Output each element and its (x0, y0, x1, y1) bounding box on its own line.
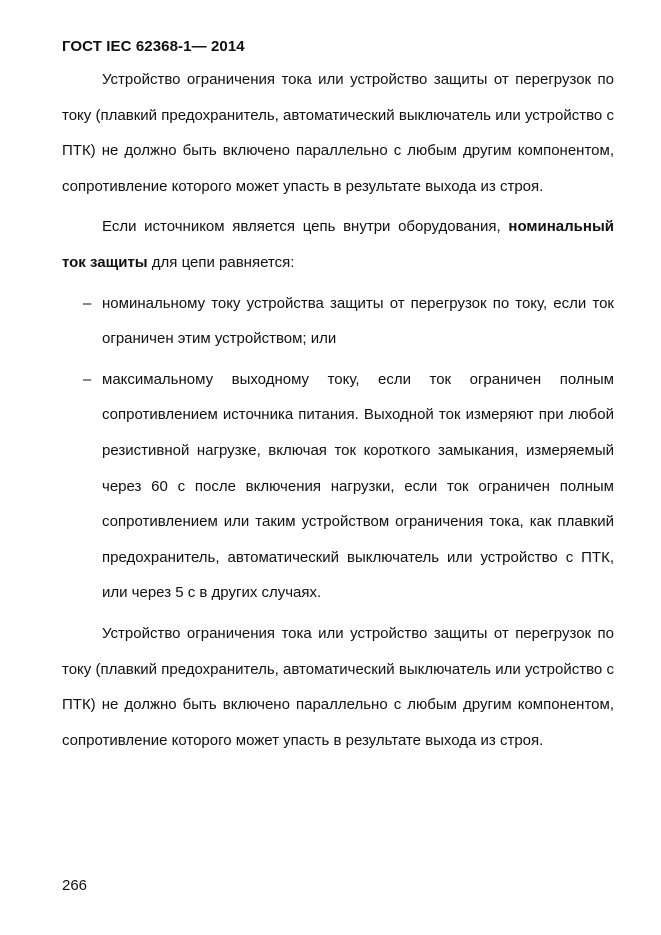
paragraph-3: Устройство ограничения тока или устройство защиты от перегрузок по току (плавкий предохранитель, автоматический выключатель или устройство с ПТК) не должно быть включено параллельно с любым другим компонентом, сопротивление которого может упасть в результате выхода из строя. (62, 624, 614, 749)
document-header: ГОСТ IEC 62368-1— 2014 (62, 38, 245, 55)
list-item-text: максимальному выходному току, если ток ограничен полным сопротивлением источника питания. Выходной ток измеряют при любой резистивной нагрузке, включая ток короткого замыкания, измеряемый через 60 с после включения нагрузки, если ток ограничен полным сопротивлением или таким устройством ограничения тока, как плавкий предохранитель, автоматический выключатель или устройство с ПТК, или через 5 с в других случаях. (102, 370, 614, 602)
paragraph-2-bold-term: номинальный ток защиты (62, 218, 614, 271)
list-item (62, 362, 614, 611)
list-item (62, 286, 614, 357)
dash-list (62, 286, 614, 611)
document-body (62, 62, 614, 758)
page-number: 266 (62, 877, 88, 894)
paragraph-2-prefix: Если источником является цепь внутри оборудования, (102, 218, 501, 236)
paragraph-1: Устройство ограничения тока или устройство защиты от перегрузок по току (плавкий предохранитель, автоматический выключатель или устройство с ПТК) не должно быть включено параллельно с любым другим компонентом, сопротивление которого может упасть в результате выхода из строя. (62, 71, 614, 195)
paragraph-2-suffix: для цепи равняется: (151, 253, 295, 271)
list-item-text: номинальному току устройства защиты от перегрузок по току, если ток ограничен этим устройством; или (102, 294, 614, 348)
dash-bullet: – (83, 370, 92, 388)
paragraph-2 (62, 209, 614, 280)
dash-bullet: – (83, 294, 92, 312)
